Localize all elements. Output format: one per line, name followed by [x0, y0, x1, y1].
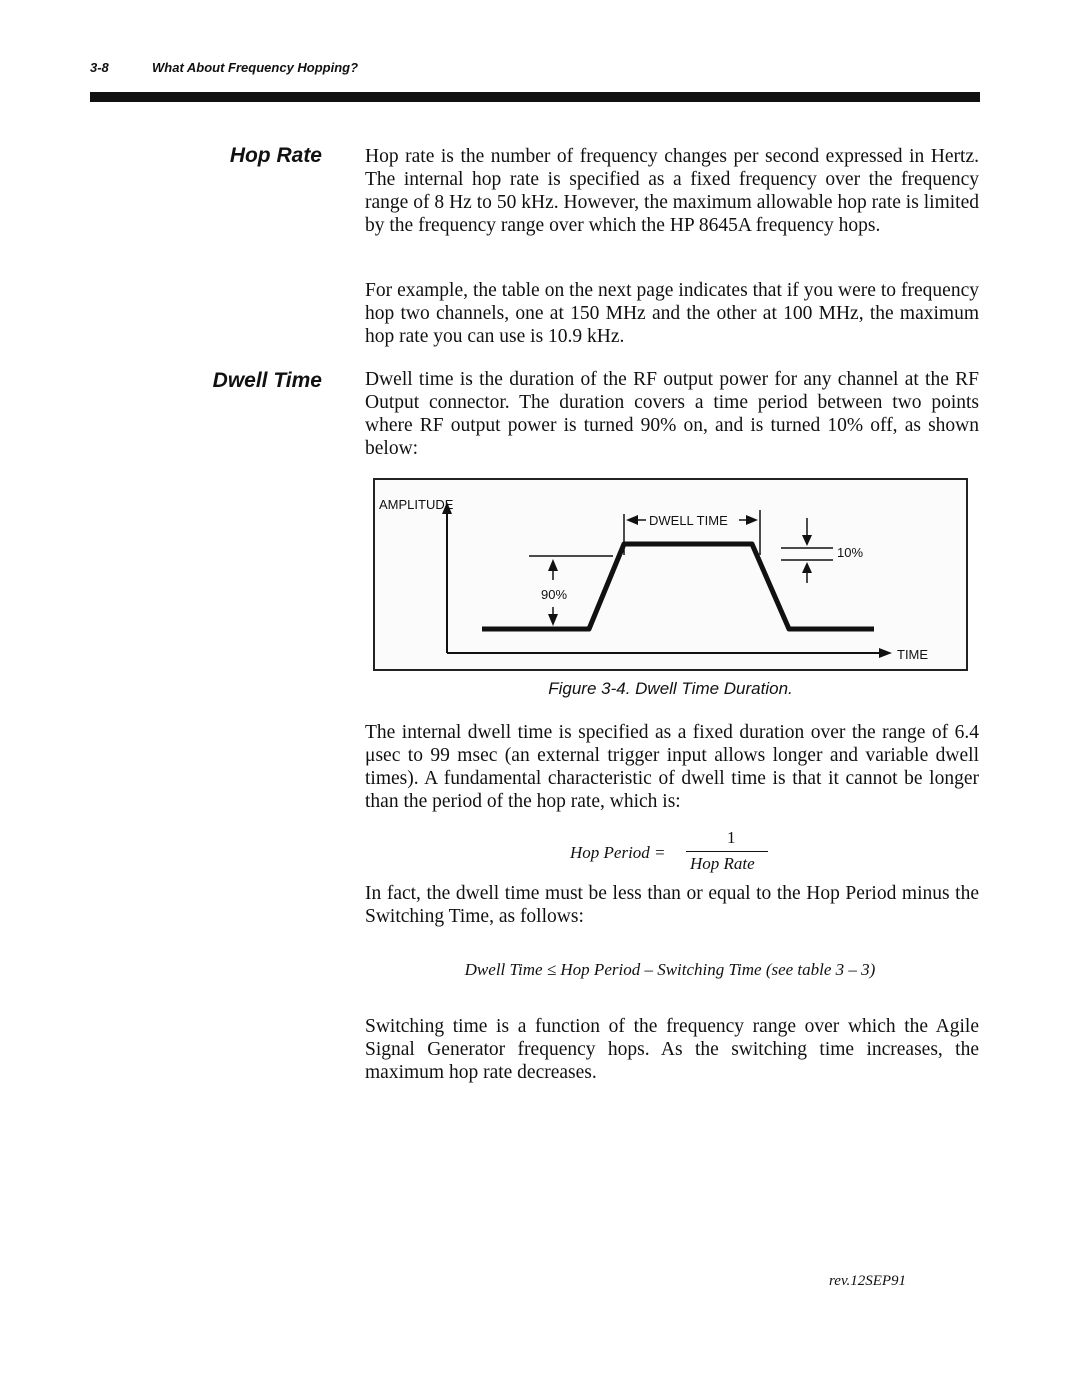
- header-rule: [90, 92, 980, 102]
- revision-stamp: rev.12SEP91: [829, 1273, 907, 1289]
- running-head: [90, 60, 358, 75]
- time-arrow-icon: [879, 648, 892, 658]
- dwell-time-paragraph-3: In fact, the dwell time must be less than or equal to the Hop Period minus the Switching Time, as follows:: [365, 883, 979, 927]
- hop-period-lhs: Hop Period =: [570, 843, 666, 862]
- hop-period-denominator: Hop Rate: [690, 854, 755, 873]
- dwell-time-paragraph-4: Switching time is a function of the frequency range over which the Agile Signal Generator frequency hops. As the switching time increases, the maximum hop rate decreases.: [365, 1016, 979, 1083]
- hop-period-numerator: 1: [727, 828, 736, 847]
- heading-hop-rate: Hop Rate: [229, 144, 322, 167]
- hop-rate-paragraph-2: For example, the table on the next page indicates that if you were to frequency hop two channels, one at 150 MHz and the other at 100 MHz, the maximum hop rate you can use is 10.9 kHz.: [365, 280, 979, 347]
- dwell-time-paragraph-2: The internal dwell time is specified as a fixed duration over the range of 6.4 μsec to 99 msec (an external trigger input allows longer and variable dwell times). A fundamental characteristic of dwell time is that it cannot be longer than the period of the hop rate, which is:: [365, 722, 979, 812]
- dwell-left-arrow-icon: [626, 515, 638, 525]
- ninety-pct-up-arrow-icon: [548, 559, 558, 571]
- dwell-time-label: DWELL TIME: [649, 513, 728, 528]
- dwell-time-diagram: [375, 480, 966, 669]
- figure-caption: Figure 3-4. Dwell Time Duration.: [548, 679, 793, 698]
- heading-dwell-time: Dwell Time: [212, 369, 322, 392]
- amplitude-label: AMPLITUDE: [379, 497, 454, 512]
- page-number: 3-8: [90, 60, 109, 75]
- ninety-pct-label: 90%: [541, 587, 568, 602]
- chapter-title: What About Frequency Hopping?: [152, 60, 359, 75]
- fraction-bar: [686, 851, 768, 852]
- hop-period-equation: [560, 826, 790, 876]
- dwell-right-arrow-icon: [746, 515, 758, 525]
- dwell-time-figure: [373, 478, 968, 671]
- time-label: TIME: [897, 647, 929, 662]
- ten-pct-down-arrow-icon: [802, 535, 812, 546]
- ten-pct-label: 10%: [837, 545, 864, 560]
- ninety-pct-down-arrow-icon: [548, 614, 558, 626]
- ten-pct-up-arrow-icon: [802, 562, 812, 573]
- dwell-time-paragraph-1: Dwell time is the duration of the RF output power for any channel at the RF Output connector. The duration covers a time period between two points where RF output power is turned 90% on, and is turned 10% off, as shown below:: [365, 369, 979, 459]
- hop-rate-paragraph-1: Hop rate is the number of frequency changes per second expressed in Hertz. The internal hop rate is specified as a fixed frequency over the frequency range of 8 Hz to 50 kHz. However, the maximum allowable hop rate is limited by the frequency range over which the HP 8645A frequency hops.: [365, 146, 979, 236]
- dwell-inequality: Dwell Time ≤ Hop Period – Switching Time (see table 3 – 3): [464, 960, 876, 979]
